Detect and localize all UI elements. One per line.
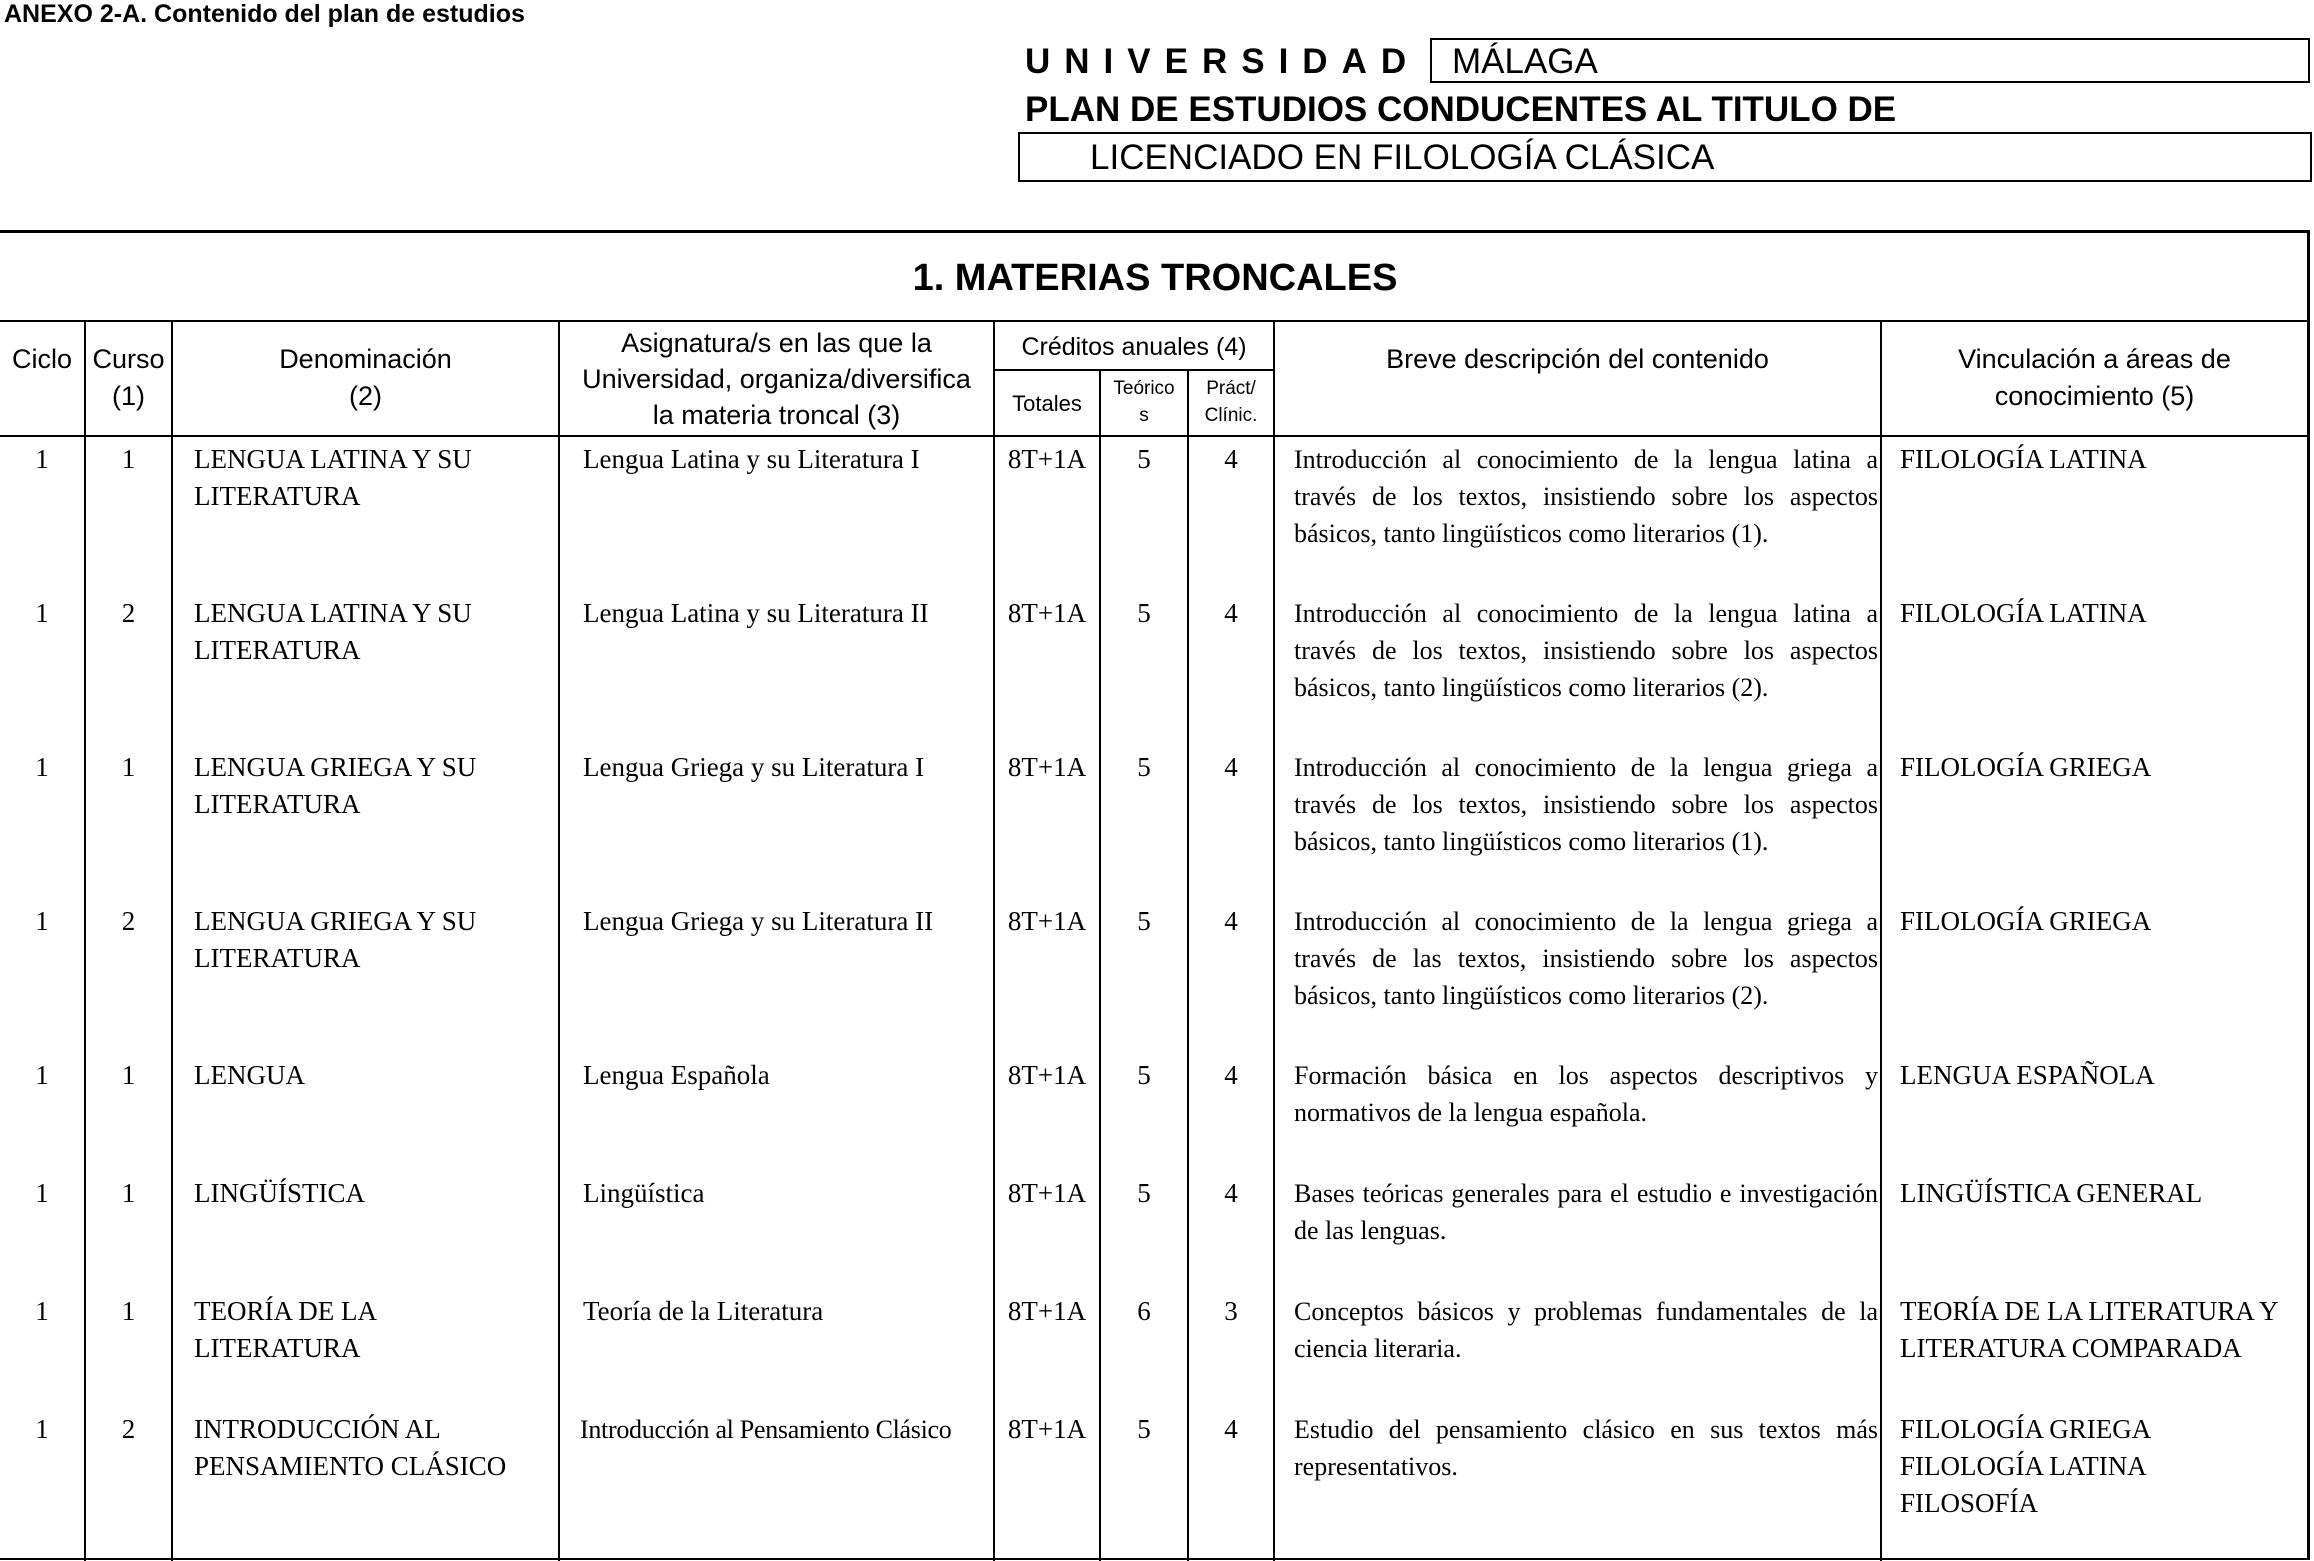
col-sep-descripcion <box>1880 320 1882 1561</box>
cell-asignatura: Introducción al Pensamiento Clásico <box>580 1415 952 1444</box>
cell-teoricos: 5 <box>1137 906 1151 936</box>
col-header-vinculacion-2: conocimiento (5) <box>1994 381 2195 411</box>
col-header-denominacion: Denominación <box>279 344 452 374</box>
col-header-asignatura-3: la materia troncal (3) <box>652 400 901 430</box>
cell-teoricos: 5 <box>1137 1414 1151 1444</box>
cell-area-2: LITERATURA COMPARADA <box>1900 1333 2242 1363</box>
cell-area-1: LENGUA ESPAÑOLA <box>1900 1060 2155 1090</box>
cell-curso: 1 <box>121 1060 136 1090</box>
cell-curso: 1 <box>121 1296 136 1326</box>
col-sep-curso <box>171 320 173 1561</box>
cell-descripcion: Formación básica en los aspectos descriptivos y normativos de la lengua española. <box>1294 1061 1878 1127</box>
titulo-box <box>1018 132 2312 182</box>
cell-ciclo: 1 <box>35 1060 49 1090</box>
plan-title: PLAN DE ESTUDIOS CONDUCENTES AL TITULO DE <box>1025 90 1897 129</box>
cell-descripcion: Introducción al conocimiento de la lengua latina a través de los textos, insistiendo sobre los aspectos básicos, tanto lingüísticos como literarios (2). <box>1294 599 1878 702</box>
cell-ciclo: 1 <box>35 1414 49 1444</box>
cell-area-1: LINGÜÍSTICA GENERAL <box>1900 1178 2203 1208</box>
cell-totales: 8T+1A <box>1007 598 1087 628</box>
materias-table <box>0 230 2310 1560</box>
col-sep-asignatura <box>993 320 995 1561</box>
cell-totales: 8T+1A <box>1007 1060 1087 1090</box>
universidad-label: UNIVERSIDAD <box>1025 42 1421 81</box>
cell-denominacion-1: LENGUA GRIEGA Y SU <box>194 752 477 782</box>
cell-area-1: TEORÍA DE LA LITERATURA Y <box>1900 1296 2279 1326</box>
cell-totales: 8T+1A <box>1007 444 1087 474</box>
cell-curso: 2 <box>121 906 136 936</box>
cell-denominacion-1: LENGUA LATINA Y SU <box>194 444 472 474</box>
cell-asignatura: Lengua Española <box>583 1060 770 1090</box>
cell-curso: 1 <box>121 1178 136 1208</box>
cell-practicos: 4 <box>1224 598 1238 628</box>
cell-descripcion: Estudio del pensamiento clásico en sus textos más representativos. <box>1294 1415 1878 1481</box>
cell-area-1: FILOLOGÍA GRIEGA <box>1900 1414 2152 1444</box>
cell-denominacion-2: LITERATURA <box>194 481 361 511</box>
cell-teoricos: 6 <box>1137 1296 1151 1326</box>
cell-ciclo: 1 <box>35 1178 49 1208</box>
cell-denominacion-2: PENSAMIENTO CLÁSICO <box>194 1451 507 1481</box>
cell-teoricos: 5 <box>1137 1178 1151 1208</box>
cell-asignatura: Lengua Griega y su Literatura II <box>583 906 934 936</box>
cell-denominacion-1: LENGUA LATINA Y SU <box>194 598 472 628</box>
cell-denominacion-1: TEORÍA DE LA <box>194 1296 377 1326</box>
annex-title: ANEXO 2-A. Contenido del plan de estudios <box>4 0 525 28</box>
cell-curso: 2 <box>121 1414 136 1444</box>
col-sep-totales <box>1099 369 1101 1561</box>
universidad-value: MÁLAGA <box>1452 42 1598 81</box>
cell-practicos: 3 <box>1224 1296 1238 1326</box>
cell-asignatura: Lengua Latina y su Literatura I <box>583 444 920 474</box>
titulo-value: LICENCIADO EN FILOLOGÍA CLÁSICA <box>1090 138 1715 177</box>
cell-denominacion-2: LITERATURA <box>194 635 361 665</box>
col-header-practicos-2: Clínic. <box>1204 405 1258 426</box>
col-header-practicos-1: Práct/ <box>1206 378 1256 399</box>
col-header-curso-note: (1) <box>112 381 145 411</box>
cell-ciclo: 1 <box>35 444 49 474</box>
cell-curso: 2 <box>121 598 136 628</box>
cell-teoricos: 5 <box>1137 444 1151 474</box>
section-title: 1. MATERIAS TRONCALES <box>912 257 1398 299</box>
col-sep-ciclo <box>84 320 86 1561</box>
cell-area-1: FILOLOGÍA GRIEGA <box>1900 752 2152 782</box>
universidad-box <box>1430 38 2310 83</box>
col-header-asignatura-1: Asignatura/s en las que la <box>621 328 932 358</box>
col-header-creditos: Créditos anuales (4) <box>1021 333 1247 361</box>
cell-descripcion: Conceptos básicos y problemas fundamentales de la ciencia literaria. <box>1294 1297 1878 1363</box>
cell-area-1: FILOLOGÍA GRIEGA <box>1900 906 2152 936</box>
cell-practicos: 4 <box>1224 1178 1238 1208</box>
header-top-line <box>0 320 2307 322</box>
cell-descripcion: Introducción al conocimiento de la lengua griega a través de las textos, insistiendo sobre los aspectos básicos, tanto lingüísticos como literarios (2). <box>1294 907 1878 1010</box>
cell-ciclo: 1 <box>35 598 49 628</box>
cell-teoricos: 5 <box>1137 598 1151 628</box>
cell-denominacion-1: LINGÜÍSTICA <box>194 1178 365 1208</box>
cell-denominacion-1: LENGUA <box>194 1060 305 1090</box>
cell-practicos: 4 <box>1224 444 1238 474</box>
cell-denominacion-1: LENGUA GRIEGA Y SU <box>194 906 477 936</box>
cell-totales: 8T+1A <box>1007 906 1087 936</box>
cell-asignatura: Lingüística <box>583 1178 705 1208</box>
cell-descripcion: Bases teóricas generales para el estudio e investigación de las lenguas. <box>1294 1179 1878 1245</box>
cell-asignatura: Teoría de la Literatura <box>583 1296 824 1326</box>
cell-practicos: 4 <box>1224 1060 1238 1090</box>
cell-teoricos: 5 <box>1137 1060 1151 1090</box>
cell-descripcion: Introducción al conocimiento de la lengua griega a través de los textos, insistiendo sobre los aspectos básicos, tanto lingüísticos como literarios (1). <box>1294 753 1878 856</box>
col-header-asignatura-2: Universidad, organiza/diversifica <box>582 364 971 394</box>
cell-area-1: FILOLOGÍA LATINA <box>1900 444 2147 474</box>
col-header-ciclo: Ciclo <box>11 344 72 374</box>
cell-teoricos: 5 <box>1137 752 1151 782</box>
cell-asignatura: Lengua Latina y su Literatura II <box>583 598 929 628</box>
col-sep-creditos <box>1273 320 1275 1561</box>
cell-curso: 1 <box>121 752 136 782</box>
cell-area-2: FILOLOGÍA LATINA <box>1900 1451 2147 1481</box>
cell-ciclo: 1 <box>35 906 49 936</box>
header-bottom-line <box>0 435 2307 437</box>
creditos-sub-line <box>993 369 1273 371</box>
col-sep-teoricos <box>1187 369 1189 1561</box>
cell-totales: 8T+1A <box>1007 752 1087 782</box>
cell-denominacion-2: LITERATURA <box>194 1333 361 1363</box>
cell-totales: 8T+1A <box>1007 1414 1087 1444</box>
cell-area-1: FILOLOGÍA LATINA <box>1900 598 2147 628</box>
cell-asignatura: Lengua Griega y su Literatura I <box>583 752 925 782</box>
cell-totales: 8T+1A <box>1007 1178 1087 1208</box>
cell-totales: 8T+1A <box>1007 1296 1087 1326</box>
cell-area-3: FILOSOFÍA <box>1900 1488 2039 1518</box>
cell-descripcion: Introducción al conocimiento de la lengua latina a través de los textos, insistiendo sobre los aspectos básicos, tanto lingüísticos como literarios (1). <box>1294 445 1878 548</box>
cell-denominacion-2: LITERATURA <box>194 943 361 973</box>
cell-practicos: 4 <box>1224 752 1238 782</box>
col-sep-denominacion <box>558 320 560 1561</box>
col-header-descripcion: Breve descripción del contenido <box>1386 344 1769 374</box>
col-header-teoricos-1: Teórico <box>1113 378 1175 399</box>
cell-practicos: 4 <box>1224 906 1238 936</box>
col-header-curso: Curso <box>92 344 165 374</box>
cell-curso: 1 <box>121 444 136 474</box>
cell-ciclo: 1 <box>35 1296 49 1326</box>
cell-practicos: 4 <box>1224 1414 1238 1444</box>
cell-denominacion-2: LITERATURA <box>194 789 361 819</box>
cell-denominacion-1: INTRODUCCIÓN AL <box>194 1414 441 1444</box>
col-header-teoricos-2: s <box>1139 405 1149 426</box>
col-header-denominacion-note: (2) <box>349 381 382 411</box>
col-header-totales: Totales <box>1012 391 1082 416</box>
cell-ciclo: 1 <box>35 752 49 782</box>
col-header-vinculacion-1: Vinculación a áreas de <box>1958 344 2231 374</box>
